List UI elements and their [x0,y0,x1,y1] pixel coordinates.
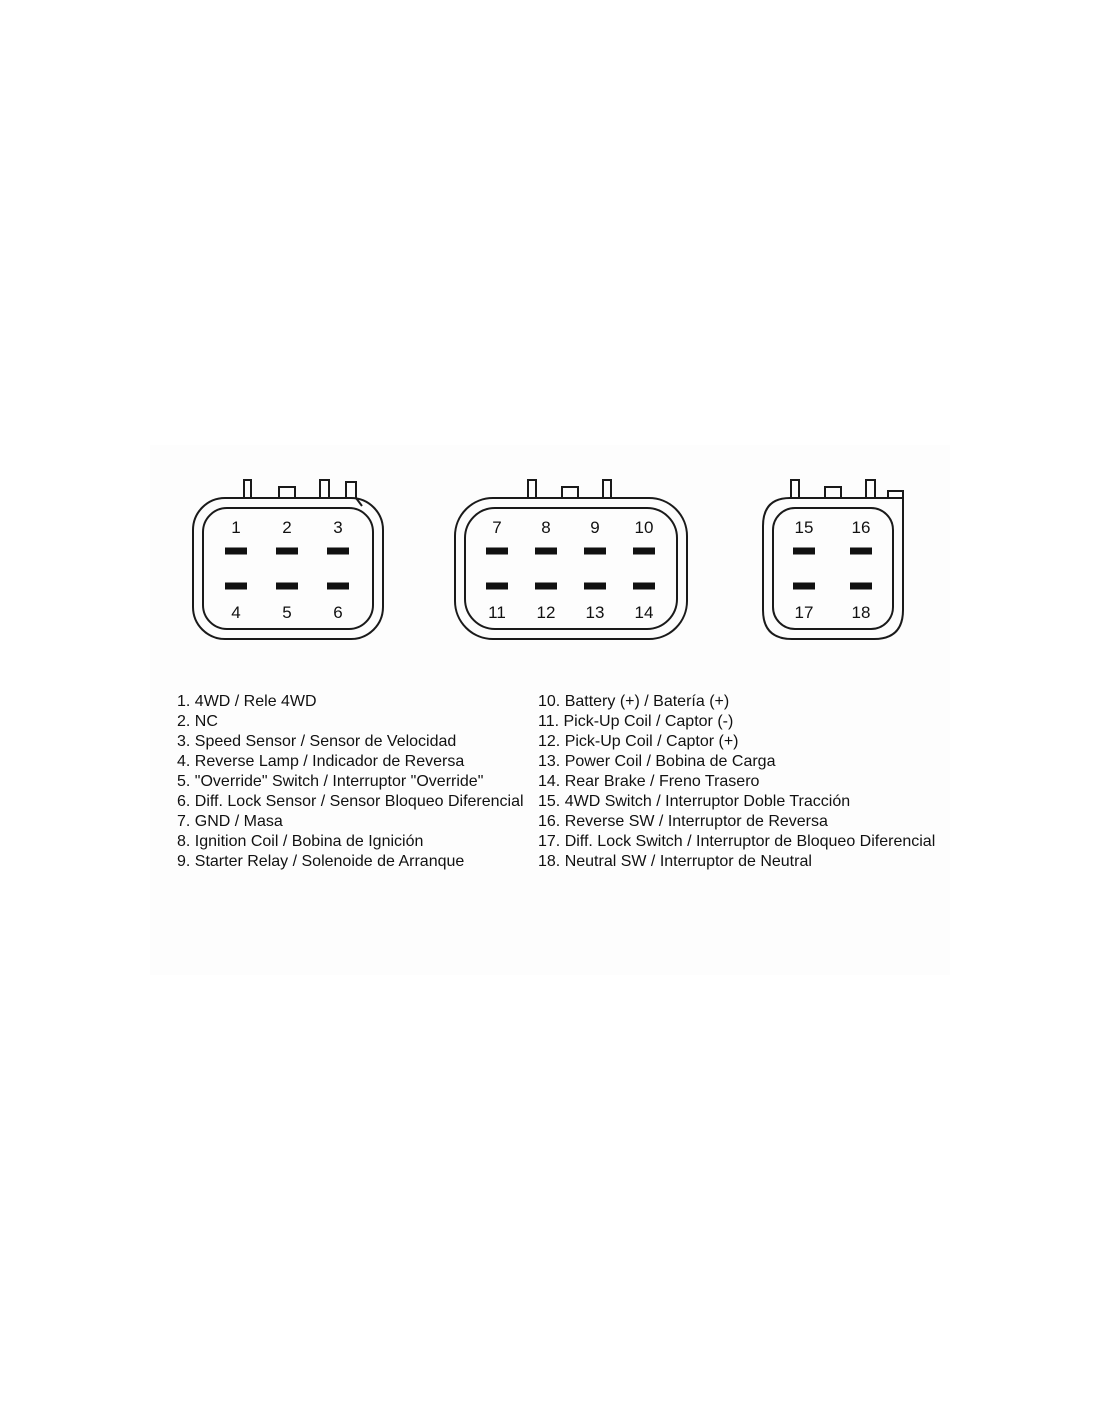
pin-contact-12 [535,583,557,590]
pin-number-4: 4 [231,603,241,622]
pin-contact-3 [327,548,349,555]
pin-number-17: 17 [794,603,814,622]
pin-number-15: 15 [794,518,814,537]
legend-item: 3. Speed Sensor / Sensor de Velocidad [177,733,457,750]
legend-item: 18. Neutral SW / Interruptor de Neutral [538,853,812,870]
legend-item: 6. Diff. Lock Sensor / Sensor Bloqueo Diferencial [177,793,524,810]
pin-contact-10 [633,548,655,555]
pin-number-7: 7 [492,518,502,537]
pin-number-11: 11 [488,603,506,622]
connector-c [763,480,903,639]
pin-contact-1 [225,548,247,555]
pin-contact-15 [793,548,815,555]
legend-item: 15. 4WD Switch / Interruptor Doble Tracción [538,793,851,810]
legend-item: 14. Rear Brake / Freno Trasero [538,773,760,790]
connector-c-outer-shell [763,498,903,639]
legend-item: 5. "Override" Switch / Interruptor "Override" [177,773,484,790]
legend-item: 16. Reverse SW / Interruptor de Reversa [538,813,828,830]
pin-contact-17 [793,583,815,590]
pin-number-5: 5 [282,603,292,622]
legend-item: 9. Starter Relay / Solenoide de Arranque [177,853,465,870]
pin-contact-14 [633,583,655,590]
legend-item: 4. Reverse Lamp / Indicador de Reversa [177,753,465,770]
legend-item: 7. GND / Masa [177,813,283,830]
pin-number-9: 9 [590,518,600,537]
legend-item: 1. 4WD / Rele 4WD [177,693,317,710]
pin-number-12: 12 [536,603,556,622]
legend-item: 11. Pick-Up Coil / Captor (-) [538,713,734,730]
pin-contact-8 [535,548,557,555]
pin-contact-7 [486,548,508,555]
connector-b-latch [528,480,611,498]
connector-c-latch [791,480,903,498]
pin-number-13: 13 [585,603,605,622]
pin-contact-2 [276,548,298,555]
pin-contact-16 [850,548,872,555]
pin-contact-13 [584,583,606,590]
pins-layer [225,518,872,622]
legend-item: 2. NC [177,713,218,730]
pin-number-10: 10 [634,518,654,537]
legend-item: 8. Ignition Coil / Bobina de Ignición [177,833,424,850]
legend-item: 17. Diff. Lock Switch / Interruptor de Bloqueo Diferencial [538,833,936,850]
pin-contact-6 [327,583,349,590]
pin-number-6: 6 [333,603,343,622]
pin-number-16: 16 [851,518,871,537]
pin-number-3: 3 [333,518,343,537]
legend-left [177,692,524,872]
pin-number-2: 2 [282,518,292,537]
connector-a-latch [244,480,362,506]
pin-number-8: 8 [541,518,551,537]
pin-contact-5 [276,583,298,590]
pin-contact-9 [584,548,606,555]
pin-contact-18 [850,583,872,590]
legend-item: 12. Pick-Up Coil / Captor (+) [538,733,739,750]
pin-contact-11 [486,583,508,590]
pin-contact-4 [225,583,247,590]
pin-number-1: 1 [231,518,241,537]
legend-item: 10. Battery (+) / Batería (+) [538,693,730,710]
pin-number-14: 14 [634,603,654,622]
legend-right [538,692,935,872]
pin-number-18: 18 [851,603,871,622]
legend-item: 13. Power Coil / Bobina de Carga [538,753,776,770]
connector-c-inner-shell [773,508,893,629]
